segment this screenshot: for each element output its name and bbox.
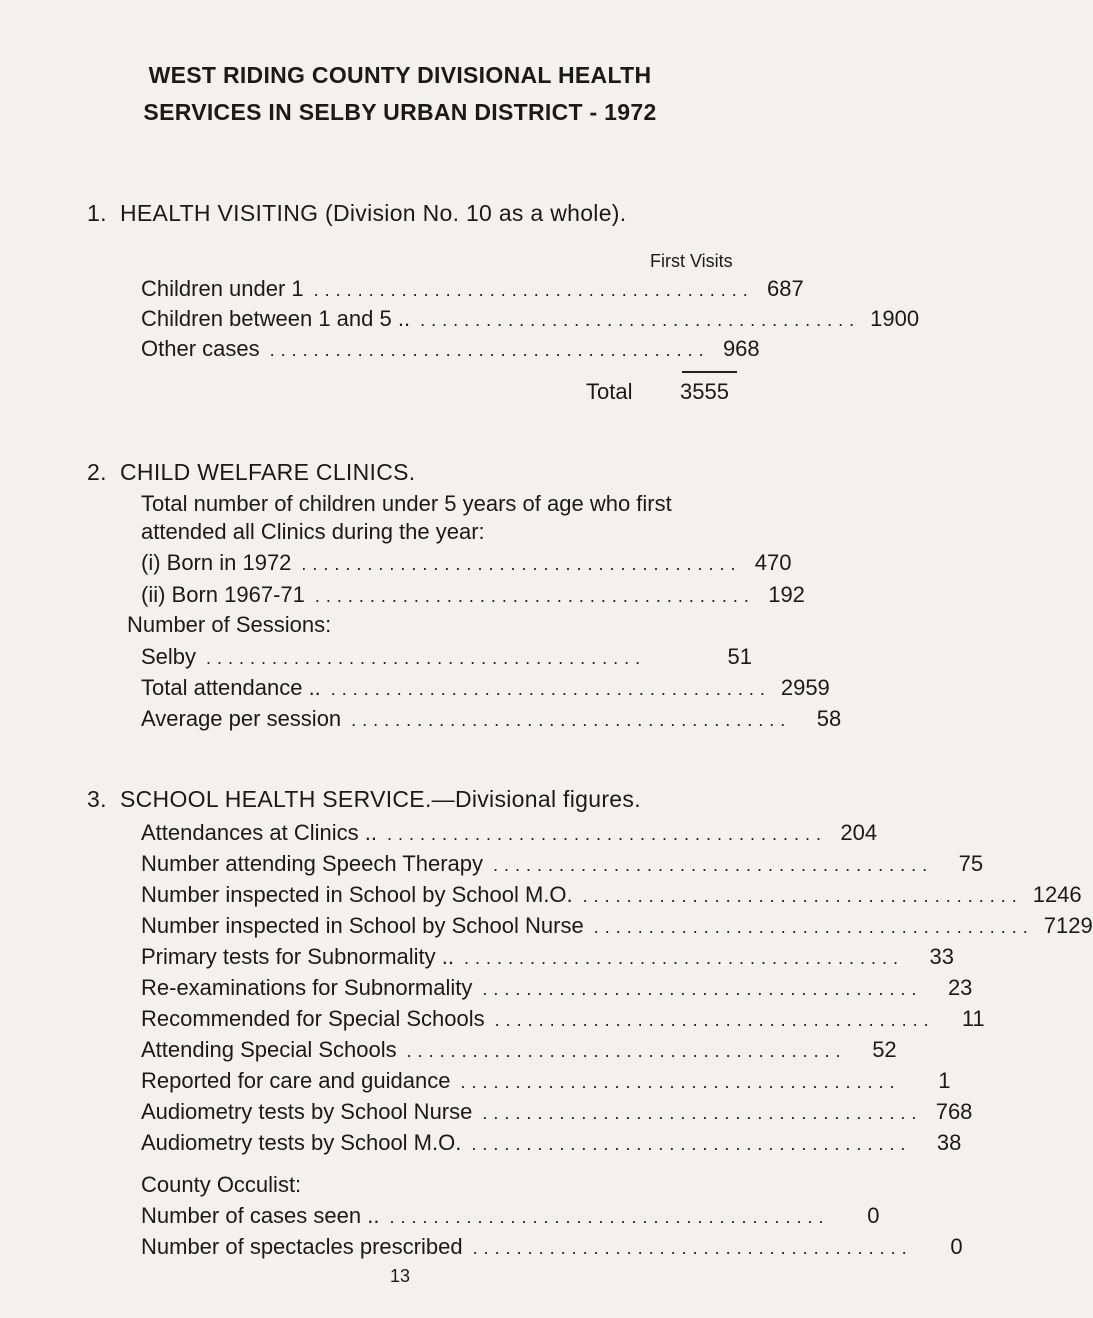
row-label: Number of spectacles prescribed	[141, 1234, 463, 1259]
total-label: Total	[586, 379, 633, 404]
table-row: Number inspected in School by School Nurse ........................................ 7129	[141, 913, 1093, 938]
row-value: 51	[727, 644, 752, 669]
row-label: Number of cases seen ..	[141, 1203, 380, 1228]
row-label: Number inspected in School by School M.O.	[141, 882, 573, 907]
page-number: 13	[389, 1266, 411, 1286]
row-value: 23	[947, 975, 973, 1000]
row-value: 58	[816, 706, 842, 731]
row-value: 0	[950, 1234, 963, 1259]
table-row: Primary tests for Subnormality .. ........................................ 33	[141, 944, 955, 969]
table-row: (ii) Born 1967-71 ........................................ 192	[141, 582, 805, 607]
table-row: Children between 1 and 5 .. ........................................ 1900	[141, 306, 920, 331]
row-value: 0	[867, 1203, 880, 1228]
section-2-intro-line-2: attended all Clinics during the year:	[141, 519, 485, 544]
row-value: 192	[768, 582, 805, 607]
table-row: Number of spectacles prescribed ........................................ 0	[141, 1234, 963, 1259]
section-1-number: 1.	[87, 200, 107, 226]
row-label: Number attending Speech Therapy	[141, 851, 484, 876]
table-row: Audiometry tests by School Nurse ........................................ 768	[141, 1099, 973, 1124]
row-label: Attendances at Clinics ..	[141, 820, 378, 845]
row-label: Attending Special Schools	[141, 1037, 397, 1062]
row-label: Other cases	[141, 336, 260, 361]
row-value: 52	[872, 1037, 897, 1062]
table-row: Number attending Speech Therapy ........................................ 75	[141, 851, 984, 876]
section-2-number: 2.	[87, 459, 107, 485]
table-row: Number of cases seen .. ........................................ 0	[141, 1203, 880, 1228]
row-label: Reported for care and guidance	[141, 1068, 451, 1093]
row-label: Recommended for Special Schools	[141, 1006, 485, 1031]
table-row: Children under 1 ........................................ 687	[141, 276, 804, 301]
row-value: 75	[958, 851, 984, 876]
row-value: 7129	[1043, 913, 1093, 938]
section-3-title: SCHOOL HEALTH SERVICE.—Divisional figures.	[120, 786, 641, 812]
row-value: 968	[722, 336, 760, 361]
table-row: Selby ........................................ 51	[141, 644, 752, 669]
row-value: 38	[936, 1130, 962, 1155]
row-label: Re-examinations for Subnormality	[141, 975, 473, 1000]
row-value: 768	[935, 1099, 973, 1124]
table-row: Re-examinations for Subnormality ........................................ 23	[141, 975, 973, 1000]
section-2-intro-line-1: Total number of children under 5 years of age who first	[141, 491, 672, 516]
table-row: Reported for care and guidance ........................................ 1	[141, 1068, 951, 1093]
row-label: Primary tests for Subnormality ..	[141, 944, 454, 969]
title-line-2: SERVICES IN SELBY URBAN DISTRICT - 1972	[143, 99, 657, 125]
row-value: 204	[840, 820, 878, 845]
table-row: (i) Born in 1972 ........................................ 470	[141, 550, 792, 575]
table-row: Attendances at Clinics .. ........................................ 204	[141, 820, 878, 845]
first-visits-column-header: First Visits	[650, 251, 733, 271]
table-row: Number inspected in School by School M.O. ........................................ 1246	[141, 882, 1082, 907]
row-label: (ii) Born 1967-71	[141, 582, 305, 607]
row-label: Children between 1 and 5 ..	[141, 306, 411, 331]
row-value: 1	[938, 1068, 951, 1093]
sessions-label: Number of Sessions:	[127, 612, 332, 637]
row-value: 1246	[1032, 882, 1082, 907]
title-line-1: WEST RIDING COUNTY DIVISIONAL HEALTH	[148, 62, 652, 88]
section-2-title: CHILD WELFARE CLINICS.	[120, 459, 416, 485]
row-value: 687	[767, 276, 804, 301]
total-rule	[682, 371, 737, 373]
section-3-heading	[87, 786, 641, 813]
total-value: 3555	[680, 379, 729, 404]
row-label: Children under 1	[141, 276, 304, 301]
table-row: Average per session ........................................ 58	[141, 706, 842, 731]
occulist-label: County Occulist:	[141, 1172, 302, 1197]
row-label: Average per session	[141, 706, 342, 731]
row-label: Audiometry tests by School Nurse	[141, 1099, 473, 1124]
row-label: (i) Born in 1972	[141, 550, 292, 575]
section-3-number: 3.	[87, 786, 107, 812]
row-label: Selby	[141, 644, 197, 669]
row-value: 33	[929, 944, 955, 969]
row-value: 11	[961, 1006, 985, 1031]
table-row: Other cases ........................................ 968	[141, 336, 760, 361]
table-row: Attending Special Schools ........................................ 52	[141, 1037, 897, 1062]
row-label: Total attendance ..	[141, 675, 321, 700]
section-1-heading	[87, 200, 627, 227]
row-label: Number inspected in School by School Nurse	[141, 913, 584, 938]
row-value: 2959	[780, 675, 830, 700]
row-value: 470	[754, 550, 792, 575]
table-row: Total attendance .. ........................................ 2959	[141, 675, 830, 700]
table-row: Audiometry tests by School M.O. ........................................ 38	[141, 1130, 962, 1155]
section-2-heading	[87, 459, 416, 486]
section-1-title: HEALTH VISITING (Division No. 10 as a whole).	[120, 200, 627, 226]
row-value: 1900	[870, 306, 920, 331]
row-label: Audiometry tests by School M.O.	[141, 1130, 462, 1155]
table-row: Recommended for Special Schools ........................................ 11	[141, 1006, 985, 1031]
